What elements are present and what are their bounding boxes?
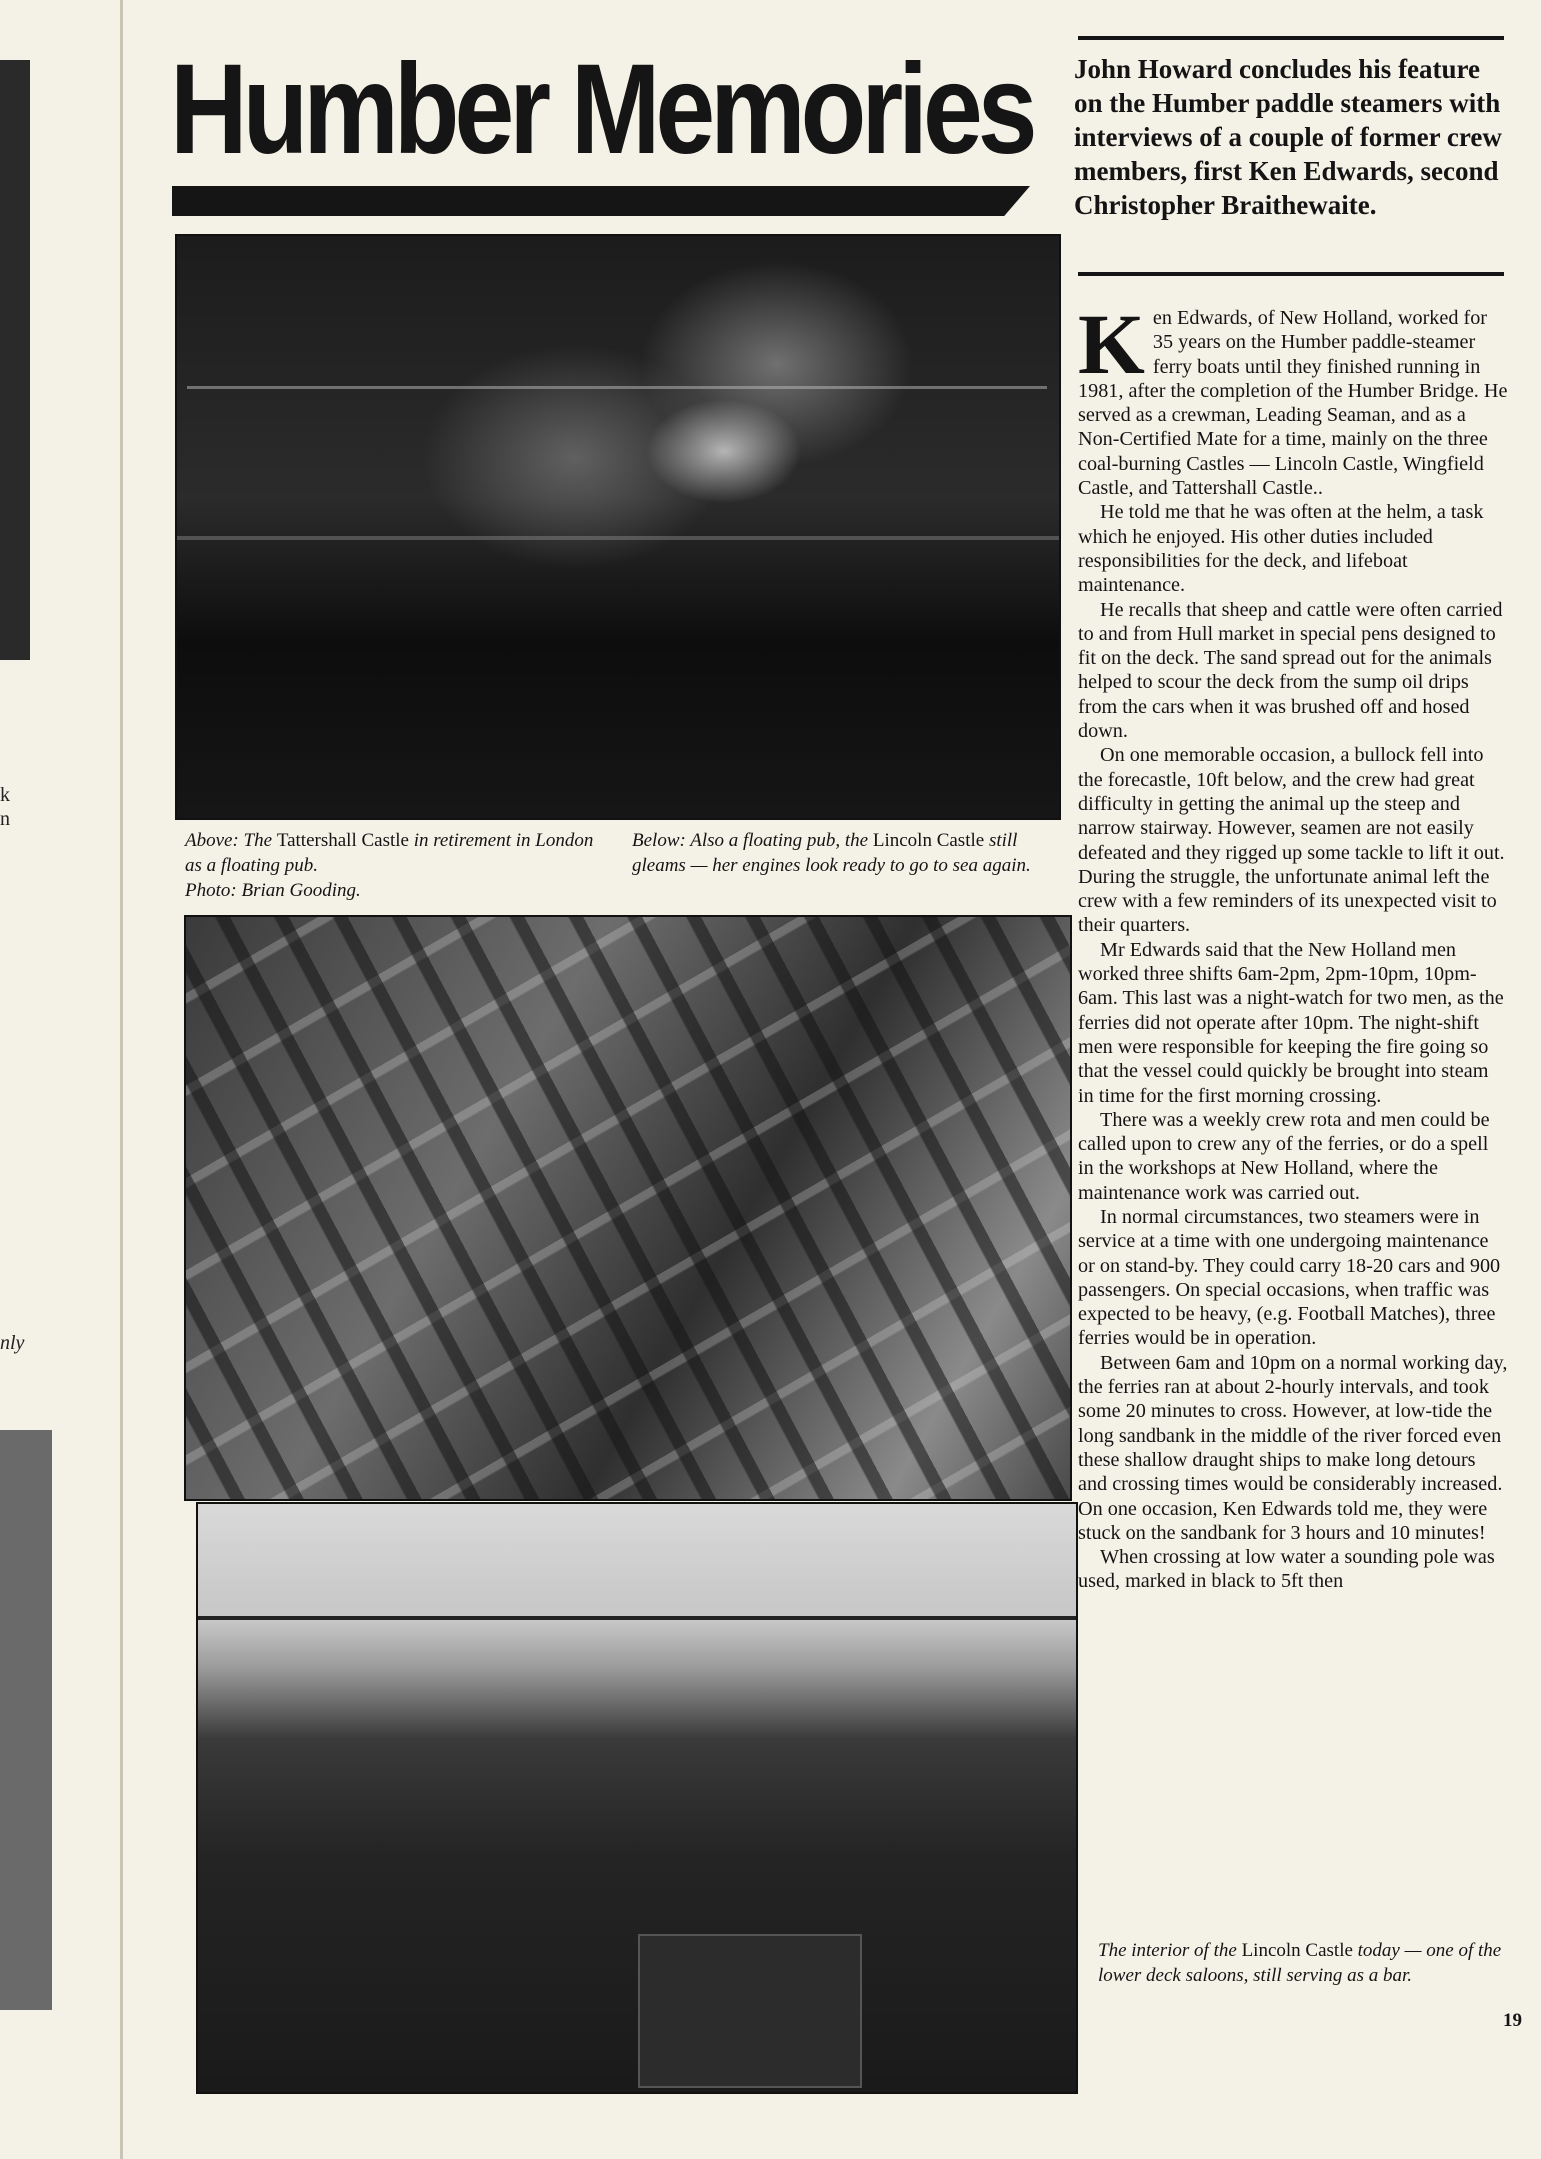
- paragraph: Mr Edwards said that the New Holland men worked three shifts 6am-2pm, 2pm-10pm, 10pm-6am. This last was a night-watch for two men, as the ferries did not operate after 10pm. The night-shift men were responsible for keeping the fire going so that the vessel could quickly be brought into steam in time for the first morning crossing.: [1078, 938, 1504, 1107]
- drop-cap: K: [1078, 296, 1145, 392]
- title-underline-bar: [172, 186, 1030, 216]
- caption-ship-name: Lincoln Castle: [1241, 1940, 1353, 1961]
- photo-tattershall-castle: [175, 234, 1061, 820]
- previous-page-edge: [0, 60, 30, 660]
- margin-fragment: k: [0, 784, 10, 806]
- photo-lincoln-castle-saloon: [196, 1502, 1078, 2094]
- caption-text: in retirement in London as a floating pub.: [185, 830, 594, 876]
- previous-page-photo-edge: [0, 1430, 52, 2010]
- caption-text: today — one of the lower deck saloons, still serving as a bar.: [1098, 1940, 1502, 1986]
- caption-text: The interior of the: [1098, 1940, 1242, 1961]
- paragraph: He told me that he was often at the helm, a task which he enjoyed. His other duties included responsibilities for the deck, and lifeboat maintenance.: [1078, 501, 1484, 597]
- standfirst: John Howard concludes his feature on the Humber paddle steamers with interviews of a couple of former crew members, first Ken Edwards, second Christopher Braithewaite.: [1074, 54, 1502, 220]
- paragraph-text: en Edwards, of New Holland, worked for 35 years on the Humber paddle-steamer ferry boats until they finished running in 1981, after the completion of the Humber Bridge. He served as a crewman, Leading Seaman, and as a Non-Certified Mate for a time, mainly on the three coal-burning Castles — Lincoln Castle, Wingfield Castle, and Tattershall Castle..: [1078, 307, 1508, 500]
- caption-text: Above: The: [185, 830, 277, 851]
- photo-lincoln-castle-engines: [184, 915, 1072, 1501]
- caption-text: Below: Also a floating pub, the: [632, 830, 873, 851]
- margin-fragment: n: [0, 808, 10, 830]
- caption-above: [185, 828, 605, 903]
- page-title: Humber Memories: [170, 38, 1033, 181]
- page-number: 19: [1503, 2010, 1522, 2031]
- paragraph: When crossing at low water a sounding pole was used, marked in black to 5ft then: [1078, 1546, 1495, 1593]
- paragraph: [1078, 296, 1508, 500]
- paragraph: Between 6am and 10pm on a normal working day, the ferries ran at about 2-hourly intervals, and took some 20 minutes to cross. However, at low-tide the long sandbank in the middle of the river forced even these shallow draught ships to make long detours and crossing times would be considerably increased. On one occasion, Ken Edwards told me, they were stuck on the sandbank for 3 hours and 10 minutes!: [1078, 1351, 1508, 1544]
- caption-ship-name: Tattershall Castle: [276, 830, 409, 851]
- page-fold: [120, 0, 123, 2159]
- paragraph: In normal circumstances, two steamers were in service at a time with one undergoing maintenance or on stand-by. They could carry 18-20 cars and 900 passengers. On special occasions, when traffic was expected to be heavy, (e.g. Football Matches), three ferries would be in operation.: [1078, 1205, 1501, 1350]
- caption-below: [632, 828, 1052, 878]
- caption-text: still gleams — her engines look ready to go to sea again.: [632, 830, 1031, 876]
- margin-fragment: nly: [0, 1332, 25, 1354]
- caption-ship-name: Lincoln Castle: [872, 830, 985, 851]
- paragraph: On one memorable occasion, a bullock fell into the forecastle, 10ft below, and the crew had great difficulty in getting the animal up the steep and narrow stairway. However, seamen are not easily defeated and they rigged up some tackle to lift it out. During the struggle, the unfortunate animal left the crew with a few reminders of its unexpected visit to their quarters.: [1078, 744, 1505, 937]
- standfirst-rule-bottom: [1078, 272, 1504, 276]
- article-body: [1078, 296, 1508, 1594]
- paragraph: He recalls that sheep and cattle were often carried to and from Hull market in special pens designed to fit on the deck. The sand spread out for the animals helped to scour the deck from the sump oil drips from the cars when it was brushed off and hosed down.: [1078, 598, 1503, 743]
- standfirst-rule-top: [1078, 36, 1504, 40]
- photo-credit: Photo: Brian Gooding.: [185, 880, 361, 901]
- paragraph: There was a weekly crew rota and men could be called upon to crew any of the ferries, or do a spell in the workshops at New Holland, where the maintenance work was carried out.: [1078, 1108, 1490, 1204]
- caption-interior: [1098, 1938, 1518, 1988]
